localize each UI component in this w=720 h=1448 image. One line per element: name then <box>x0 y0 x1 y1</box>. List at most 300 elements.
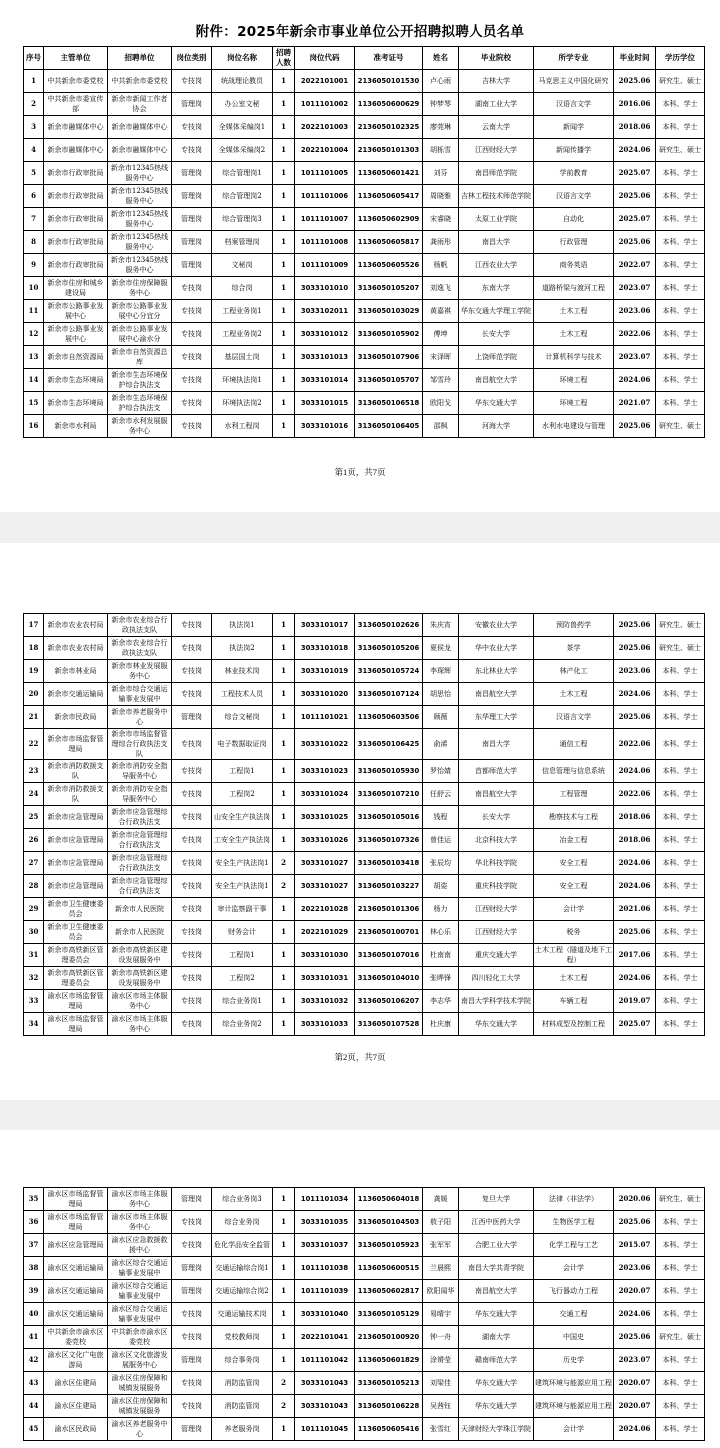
cell-index: 28 <box>24 875 44 898</box>
cell-post-code: 3033102011 <box>295 300 355 323</box>
table-row <box>24 1280 705 1303</box>
cell-graduation-date: 2025.06 <box>614 415 656 438</box>
cell-major: 汉语言文学 <box>534 706 614 729</box>
cell-major: 马克思主义中国化研究 <box>534 70 614 93</box>
cell-post-code: 3033101023 <box>295 760 355 783</box>
cell-graduation-date: 2016.06 <box>614 93 656 116</box>
cell-recruiting-unit: 新余市生态环境保护综合执法支 <box>108 392 172 415</box>
cell-recruiting-unit: 渝水区市场主体服务中心 <box>108 990 172 1013</box>
cell-post-category: 专技岗 <box>172 277 212 300</box>
header-col-index: 序号 <box>24 47 44 70</box>
cell-graduation-date: 2025.07 <box>614 1013 656 1036</box>
cell-recruiting-unit: 新余市12345热线服务中心 <box>108 185 172 208</box>
cell-school: 南昌大学科学技术学院 <box>459 990 534 1013</box>
cell-post-category: 专技岗 <box>172 1234 212 1257</box>
cell-recruiting-unit: 渝水区养老服务中心 <box>108 1418 172 1441</box>
cell-school: 太原工业学院 <box>459 208 534 231</box>
cell-post-category: 专技岗 <box>172 1326 212 1349</box>
cell-name: 吴茜钰 <box>423 1395 459 1418</box>
cell-school: 江西财经大学 <box>459 898 534 921</box>
cell-index: 17 <box>24 614 44 637</box>
cell-post-name: 林业技术岗 <box>212 660 273 683</box>
cell-headcount: 1 <box>273 415 295 438</box>
table-header-row <box>24 47 705 70</box>
cell-post-code: 3033101030 <box>295 944 355 967</box>
cell-exam-number: 3136050105707 <box>355 369 423 392</box>
cell-major: 法律（非法学） <box>534 1188 614 1211</box>
cell-post-category: 专技岗 <box>172 300 212 323</box>
cell-post-code: 1011101039 <box>295 1280 355 1303</box>
cell-index: 12 <box>24 323 44 346</box>
cell-index: 38 <box>24 1257 44 1280</box>
cell-recruiting-unit: 渝水区住房保障和城镇发展服务 <box>108 1395 172 1418</box>
cell-supervising-unit: 渝水区市场监督管理局 <box>44 990 108 1013</box>
cell-index: 25 <box>24 806 44 829</box>
cell-graduation-date: 2023.06 <box>614 660 656 683</box>
cell-post-category: 专技岗 <box>172 369 212 392</box>
table-row <box>24 660 705 683</box>
cell-index: 8 <box>24 231 44 254</box>
cell-post-code: 1011101021 <box>295 706 355 729</box>
table-row <box>24 706 705 729</box>
cell-name: 张军军 <box>423 1234 459 1257</box>
cell-recruiting-unit: 新余市新闻工作者协会 <box>108 93 172 116</box>
cell-degree: 本科、学士 <box>656 1013 705 1036</box>
cell-degree: 本科、学士 <box>656 1257 705 1280</box>
cell-recruiting-unit: 渝水区综合交通运输事业发展中 <box>108 1280 172 1303</box>
cell-degree: 本科、学士 <box>656 116 705 139</box>
cell-name: 周晓雅 <box>423 185 459 208</box>
cell-name: 龚媛 <box>423 1188 459 1211</box>
cell-post-name: 工程技术人员 <box>212 683 273 706</box>
cell-major: 会计学 <box>534 1257 614 1280</box>
cell-school: 华东交通大学 <box>459 1303 534 1326</box>
cell-headcount: 1 <box>273 637 295 660</box>
cell-major: 土木工程 <box>534 300 614 323</box>
table-row <box>24 614 705 637</box>
cell-headcount: 1 <box>273 1303 295 1326</box>
cell-index: 6 <box>24 185 44 208</box>
cell-major: 道路桥梁与渡河工程 <box>534 277 614 300</box>
cell-exam-number: 1136050605526 <box>355 254 423 277</box>
cell-degree: 本科、学士 <box>656 346 705 369</box>
cell-major: 中国史 <box>534 1326 614 1349</box>
cell-supervising-unit: 渝水区市场监督管理局 <box>44 1188 108 1211</box>
cell-index: 44 <box>24 1395 44 1418</box>
cell-name: 钟一舟 <box>423 1326 459 1349</box>
cell-post-code: 1011101008 <box>295 231 355 254</box>
cell-index: 4 <box>24 139 44 162</box>
table-row <box>24 1257 705 1280</box>
cell-recruiting-unit: 新余市住房保障服务中心 <box>108 277 172 300</box>
cell-degree: 研究生、硕士 <box>656 70 705 93</box>
cell-post-code: 3033101020 <box>295 683 355 706</box>
cell-graduation-date: 2020.07 <box>614 1280 656 1303</box>
table-row <box>24 162 705 185</box>
page-footer: 第2页，共7页 <box>334 1052 386 1062</box>
table-row <box>24 1188 705 1211</box>
cell-post-name: 党校教师岗 <box>212 1326 273 1349</box>
table-row <box>24 852 705 875</box>
cell-post-name: 综合岗 <box>212 277 273 300</box>
cell-post-name: 综合管理岗3 <box>212 208 273 231</box>
table-row <box>24 139 705 162</box>
cell-supervising-unit: 新余市住房和城乡建设局 <box>44 277 108 300</box>
cell-major: 会计学 <box>534 1418 614 1441</box>
cell-post-name: 档案管理岗 <box>212 231 273 254</box>
cell-name: 曾佳运 <box>423 829 459 852</box>
cell-post-name: 工程岗2 <box>212 967 273 990</box>
cell-post-code: 3033101040 <box>295 1303 355 1326</box>
cell-recruiting-unit: 渝水区市场主体服务中心 <box>108 1211 172 1234</box>
cell-post-code: 2022101041 <box>295 1326 355 1349</box>
table-row <box>24 683 705 706</box>
cell-exam-number: 1136050602909 <box>355 208 423 231</box>
cell-recruiting-unit: 新余市应急管理综合行政执法支 <box>108 875 172 898</box>
cell-graduation-date: 2024.06 <box>614 139 656 162</box>
cell-index: 33 <box>24 990 44 1013</box>
cell-supervising-unit: 新余市民政局 <box>44 706 108 729</box>
cell-supervising-unit: 新余市行政审批局 <box>44 231 108 254</box>
cell-post-name: 工安全生产执法岗 <box>212 829 273 852</box>
cell-name: 胡思怡 <box>423 683 459 706</box>
cell-school: 华东交通大学 <box>459 1395 534 1418</box>
cell-post-code: 1011101002 <box>295 93 355 116</box>
cell-index: 24 <box>24 783 44 806</box>
cell-headcount: 1 <box>273 921 295 944</box>
cell-name: 欧阳戈 <box>423 392 459 415</box>
cell-exam-number: 2136050100701 <box>355 921 423 944</box>
cell-major: 历史学 <box>534 1349 614 1372</box>
cell-post-category: 管理岗 <box>172 1418 212 1441</box>
cell-major: 环境工程 <box>534 369 614 392</box>
cell-headcount: 1 <box>273 829 295 852</box>
cell-major: 通信工程 <box>534 729 614 760</box>
cell-graduation-date: 2023.07 <box>614 277 656 300</box>
cell-post-code: 1011101005 <box>295 162 355 185</box>
cell-headcount: 1 <box>273 614 295 637</box>
cell-post-name: 综合业务岗 <box>212 1211 273 1234</box>
cell-post-code: 3033101035 <box>295 1211 355 1234</box>
table-row <box>24 967 705 990</box>
cell-post-category: 管理岗 <box>172 706 212 729</box>
cell-post-category: 专技岗 <box>172 921 212 944</box>
cell-degree: 本科、学士 <box>656 1234 705 1257</box>
cell-post-name: 全媒体采编岗1 <box>212 116 273 139</box>
table-row <box>24 392 705 415</box>
cell-name: 朱庆宵 <box>423 614 459 637</box>
cell-school: 东北林业大学 <box>459 660 534 683</box>
cell-post-category: 专技岗 <box>172 637 212 660</box>
cell-school: 华东交通大学 <box>459 392 534 415</box>
cell-post-category: 专技岗 <box>172 1303 212 1326</box>
cell-post-name: 文秘岗 <box>212 254 273 277</box>
page-footer: 第1页，共7页 <box>334 467 386 477</box>
cell-supervising-unit: 新余市应急管理局 <box>44 829 108 852</box>
cell-post-category: 管理岗 <box>172 93 212 116</box>
cell-recruiting-unit: 新余市农业综合行政执法支队 <box>108 614 172 637</box>
cell-exam-number: 3136050105724 <box>355 660 423 683</box>
cell-supervising-unit: 中共新余市渝水区委党校 <box>44 1326 108 1349</box>
cell-name: 张辰均 <box>423 852 459 875</box>
cell-post-code: 3033101033 <box>295 1013 355 1036</box>
cell-degree: 本科、学士 <box>656 93 705 116</box>
cell-headcount: 1 <box>273 300 295 323</box>
cell-major: 新闻学 <box>534 116 614 139</box>
cell-supervising-unit: 渝水区交通运输局 <box>44 1280 108 1303</box>
cell-post-code: 2022101003 <box>295 116 355 139</box>
cell-exam-number: 2136050101303 <box>355 139 423 162</box>
cell-graduation-date: 2025.06 <box>614 1211 656 1234</box>
cell-index: 31 <box>24 944 44 967</box>
cell-major: 勘察技术与工程 <box>534 806 614 829</box>
cell-school: 吉林大学 <box>459 70 534 93</box>
cell-degree: 本科、学士 <box>656 967 705 990</box>
cell-supervising-unit: 新余市生态环境局 <box>44 392 108 415</box>
cell-exam-number: 3136050107906 <box>355 346 423 369</box>
cell-supervising-unit: 新余市交通运输局 <box>44 683 108 706</box>
cell-post-category: 管理岗 <box>172 162 212 185</box>
cell-school: 南昌师范学院 <box>459 162 534 185</box>
cell-name: 刘梁佳 <box>423 1372 459 1395</box>
cell-school: 东南大学 <box>459 277 534 300</box>
cell-post-category: 管理岗 <box>172 254 212 277</box>
cell-graduation-date: 2017.06 <box>614 944 656 967</box>
cell-recruiting-unit: 新余市消防安全指导服务中心 <box>108 783 172 806</box>
cell-name: 卢心雨 <box>423 70 459 93</box>
cell-index: 36 <box>24 1211 44 1234</box>
cell-degree: 本科、学士 <box>656 706 705 729</box>
cell-graduation-date: 2018.06 <box>614 806 656 829</box>
cell-headcount: 1 <box>273 729 295 760</box>
cell-post-name: 安全生产执法岗1 <box>212 852 273 875</box>
cell-major: 土木工程 <box>534 967 614 990</box>
cell-school: 华东交通大学 <box>459 1372 534 1395</box>
cell-graduation-date: 2025.06 <box>614 614 656 637</box>
cell-headcount: 1 <box>273 208 295 231</box>
cell-name: 李志华 <box>423 990 459 1013</box>
cell-graduation-date: 2025.07 <box>614 162 656 185</box>
cell-headcount: 1 <box>273 70 295 93</box>
cell-degree: 本科、学士 <box>656 806 705 829</box>
cell-recruiting-unit: 新余市公路事业发展中心分宜分 <box>108 300 172 323</box>
cell-exam-number: 3136050107124 <box>355 683 423 706</box>
cell-graduation-date: 2020.07 <box>614 1372 656 1395</box>
cell-recruiting-unit: 新余市12345热线服务中心 <box>108 254 172 277</box>
cell-school: 南昌航空大学 <box>459 369 534 392</box>
table-row <box>24 93 705 116</box>
cell-degree: 本科、学士 <box>656 990 705 1013</box>
header-col-post-code: 岗位代码 <box>295 47 355 70</box>
cell-exam-number: 3136050105213 <box>355 1372 423 1395</box>
cell-name: 胡栎雪 <box>423 139 459 162</box>
cell-headcount: 1 <box>273 185 295 208</box>
cell-school: 南昌航空大学 <box>459 783 534 806</box>
cell-major: 新闻传播学 <box>534 139 614 162</box>
header-col-recruiting-unit: 招聘单位 <box>108 47 172 70</box>
document-title: 附件：2025年新余市事业单位公开招聘拟聘人员名单 <box>195 24 525 40</box>
cell-school: 华北科技学院 <box>459 852 534 875</box>
cell-headcount: 2 <box>273 1372 295 1395</box>
table-row <box>24 346 705 369</box>
cell-post-name: 财务会计 <box>212 921 273 944</box>
cell-degree: 本科、学士 <box>656 1349 705 1372</box>
cell-school: 华东交通大学 <box>459 1013 534 1036</box>
cell-degree: 研究生、硕士 <box>656 614 705 637</box>
cell-headcount: 2 <box>273 875 295 898</box>
cell-index: 39 <box>24 1280 44 1303</box>
cell-index: 3 <box>24 116 44 139</box>
cell-supervising-unit: 新余市应急管理局 <box>44 852 108 875</box>
table-row <box>24 1349 705 1372</box>
cell-name: 刘芬 <box>423 162 459 185</box>
cell-index: 7 <box>24 208 44 231</box>
cell-exam-number: 2136050102325 <box>355 116 423 139</box>
cell-supervising-unit: 渝水区民政局 <box>44 1418 108 1441</box>
cell-index: 42 <box>24 1349 44 1372</box>
cell-recruiting-unit: 新余市人民医院 <box>108 898 172 921</box>
table-row <box>24 70 705 93</box>
cell-post-category: 管理岗 <box>172 208 212 231</box>
cell-graduation-date: 2025.06 <box>614 1326 656 1349</box>
cell-supervising-unit: 新余市自然资源局 <box>44 346 108 369</box>
cell-degree: 本科、学士 <box>656 277 705 300</box>
table-row <box>24 185 705 208</box>
cell-graduation-date: 2024.06 <box>614 1418 656 1441</box>
cell-major: 信息管理与信息系统 <box>534 760 614 783</box>
cell-school: 河海大学 <box>459 415 534 438</box>
cell-school: 赣南师范大学 <box>459 1349 534 1372</box>
table-row <box>24 1326 705 1349</box>
cell-headcount: 1 <box>273 760 295 783</box>
cell-recruiting-unit: 新余市应急管理综合行政执法支 <box>108 852 172 875</box>
cell-headcount: 1 <box>273 1188 295 1211</box>
cell-index: 30 <box>24 921 44 944</box>
cell-post-category: 专技岗 <box>172 139 212 162</box>
cell-school: 上饶师范学院 <box>459 346 534 369</box>
cell-major: 环境工程 <box>534 392 614 415</box>
cell-supervising-unit: 渝水区交通运输局 <box>44 1303 108 1326</box>
cell-supervising-unit: 新余市融媒体中心 <box>44 116 108 139</box>
cell-name: 宋睿晓 <box>423 208 459 231</box>
cell-post-category: 专技岗 <box>172 660 212 683</box>
cell-post-name: 综合文秘岗 <box>212 706 273 729</box>
cell-exam-number: 1136050605416 <box>355 1418 423 1441</box>
cell-graduation-date: 2024.06 <box>614 760 656 783</box>
cell-post-category: 专技岗 <box>172 760 212 783</box>
cell-recruiting-unit: 渝水区综合交通运输事业发展中 <box>108 1303 172 1326</box>
cell-post-category: 专技岗 <box>172 852 212 875</box>
cell-exam-number: 1136050602817 <box>355 1280 423 1303</box>
cell-name: 杜庆康 <box>423 1013 459 1036</box>
cell-post-name: 工程岗2 <box>212 783 273 806</box>
cell-name: 钱程 <box>423 806 459 829</box>
header-col-headcount: 招聘人数 <box>273 47 295 70</box>
cell-headcount: 1 <box>273 1257 295 1280</box>
cell-graduation-date: 2025.06 <box>614 637 656 660</box>
cell-supervising-unit: 新余市市场监督管理局 <box>44 729 108 760</box>
cell-headcount: 1 <box>273 1013 295 1036</box>
cell-exam-number: 3136050105206 <box>355 637 423 660</box>
cell-post-code: 2022101001 <box>295 70 355 93</box>
cell-supervising-unit: 新余市水利局 <box>44 415 108 438</box>
table-row <box>24 415 705 438</box>
cell-supervising-unit: 渝水区交通运输局 <box>44 1257 108 1280</box>
header-col-name: 姓名 <box>423 47 459 70</box>
cell-index: 5 <box>24 162 44 185</box>
cell-degree: 本科、学士 <box>656 852 705 875</box>
cell-headcount: 1 <box>273 806 295 829</box>
cell-recruiting-unit: 渝水区市场主体服务中心 <box>108 1013 172 1036</box>
table-row <box>24 208 705 231</box>
cell-name: 兰晨熙 <box>423 1257 459 1280</box>
cell-headcount: 1 <box>273 1326 295 1349</box>
cell-post-name: 电子数据取证岗 <box>212 729 273 760</box>
cell-recruiting-unit: 新余市人民医院 <box>108 921 172 944</box>
cell-post-code: 1011101006 <box>295 185 355 208</box>
cell-post-category: 专技岗 <box>172 806 212 829</box>
cell-name: 林心乐 <box>423 921 459 944</box>
cell-graduation-date: 2023.06 <box>614 300 656 323</box>
personnel-table <box>23 1187 705 1441</box>
cell-major: 生物医学工程 <box>534 1211 614 1234</box>
cell-exam-number: 3136050103227 <box>355 875 423 898</box>
table-row <box>24 1234 705 1257</box>
cell-degree: 本科、学士 <box>656 392 705 415</box>
cell-post-name: 环境执法岗2 <box>212 392 273 415</box>
cell-school: 四川轻化工大学 <box>459 967 534 990</box>
page-2 <box>0 543 720 1100</box>
cell-exam-number: 3136050103029 <box>355 300 423 323</box>
table-row <box>24 990 705 1013</box>
cell-post-code: 3033101027 <box>295 852 355 875</box>
cell-exam-number: 1136050605417 <box>355 185 423 208</box>
cell-post-category: 专技岗 <box>172 70 212 93</box>
cell-major: 冶金工程 <box>534 829 614 852</box>
cell-recruiting-unit: 渝水区住房保障和城镇发展服务 <box>108 1372 172 1395</box>
cell-index: 37 <box>24 1234 44 1257</box>
cell-headcount: 1 <box>273 277 295 300</box>
cell-exam-number: 3136050107528 <box>355 1013 423 1036</box>
cell-degree: 本科、学士 <box>656 208 705 231</box>
cell-school: 江西中医药大学 <box>459 1211 534 1234</box>
cell-exam-number: 1136050604018 <box>355 1188 423 1211</box>
cell-exam-number: 2136050101530 <box>355 70 423 93</box>
cell-degree: 本科、学士 <box>656 944 705 967</box>
table-row <box>24 1395 705 1418</box>
cell-post-category: 专技岗 <box>172 729 212 760</box>
cell-major: 建筑环境与能源应用工程 <box>534 1395 614 1418</box>
cell-headcount: 1 <box>273 1280 295 1303</box>
cell-post-name: 交通运输技术岗 <box>212 1303 273 1326</box>
cell-supervising-unit: 新余市应急管理局 <box>44 875 108 898</box>
cell-post-code: 3033101013 <box>295 346 355 369</box>
cell-post-name: 水利工程岗 <box>212 415 273 438</box>
cell-post-code: 3033101015 <box>295 392 355 415</box>
cell-exam-number: 3136050105129 <box>355 1303 423 1326</box>
table-row <box>24 1418 705 1441</box>
cell-degree: 研究生、硕士 <box>656 637 705 660</box>
cell-school: 江西农业大学 <box>459 254 534 277</box>
cell-post-category: 管理岗 <box>172 1349 212 1372</box>
cell-index: 10 <box>24 277 44 300</box>
cell-major: 土木工程 <box>534 683 614 706</box>
table-row <box>24 944 705 967</box>
cell-post-name: 综合业务岗1 <box>212 990 273 1013</box>
cell-degree: 研究生、硕士 <box>656 1188 705 1211</box>
cell-post-name: 消防监管岗 <box>212 1395 273 1418</box>
cell-name: 廖莞琳 <box>423 116 459 139</box>
